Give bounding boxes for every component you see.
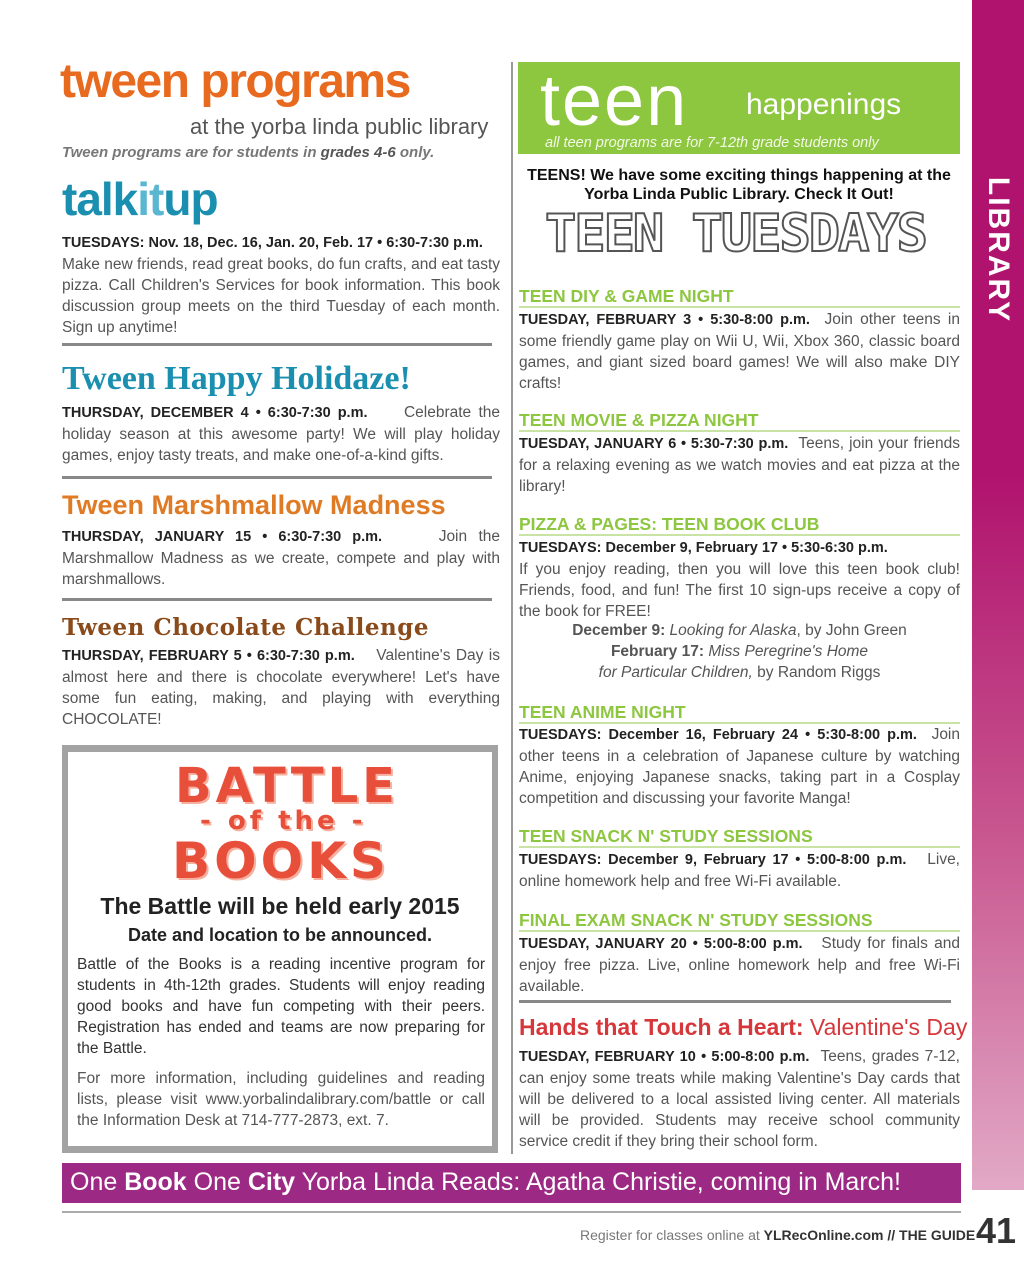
book-club-pick-2: February 17: Miss Peregrine's Home xyxy=(610,643,869,660)
battle-more-info: For more information, including guidelines and reading lists, please visit www.yorbalindalibrary.com/battle or call the Information Desk at 714-777-2873, ext. 7. xyxy=(77,1070,485,1129)
battle-logo-line2: - of the - xyxy=(200,806,367,836)
section-divider xyxy=(519,1000,951,1003)
book-club-pick-2-cont: for Particular Children, by Random Riggs xyxy=(598,664,881,681)
battle-logo-line1: BATTLE xyxy=(175,758,399,814)
event-title-diy: TEEN DIY & GAME NIGHT xyxy=(519,286,960,308)
teen-grade-note: all teen programs are for 7-12th grade students only xyxy=(545,135,879,151)
tween-programs-title: tween programs xyxy=(60,55,410,108)
chocolate-description: THURSDAY, FEBRUARY 5 • 6:30-7:30 p.m. Valentine's Day is almost here and there is chocolate everywhere! Let's have some fun eating, making, and playing with everything CHOCOLATE! xyxy=(62,647,500,728)
battle-headline: The Battle will be held early 2015 xyxy=(100,893,460,919)
footer-register-text: Register for classes online at YLRecOnline.com // THE GUIDE xyxy=(580,1227,976,1243)
event-body-snack: TUESDAYS: December 9, February 17 • 5:00-8:00 p.m. Live, online homework help and free Wi-Fi available. xyxy=(519,851,960,890)
holidaze-description: THURSDAY, DECEMBER 4 • 6:30-7:30 p.m. Celebrate the holiday season at this awesome party! We will play holiday games, enjoy tasty treats, and make one-of-a-kind gifts. xyxy=(62,404,500,464)
battle-description: Battle of the Books is a reading incentive program for students in 4th-12th grades. Students will enjoy reading good books and have fun competing with their peers. Registration has ended and teams are now preparing for the Battle. xyxy=(77,956,485,1057)
teen-tuesdays-logo: TEEN TUESDAYS xyxy=(545,204,926,264)
event-title-movie: TEEN MOVIE & PIZZA NIGHT xyxy=(519,410,960,432)
section-divider xyxy=(62,476,492,479)
event-title-final-exam: FINAL EXAM SNACK N' STUDY SESSIONS xyxy=(519,910,960,932)
marshmallow-description: THURSDAY, JANUARY 15 • 6:30-7:30 p.m. Join the Marshmallow Madness as we create, compete and play with marshmallows. xyxy=(62,528,500,588)
talkitup-description: TUESDAYS: Nov. 18, Dec. 16, Jan. 20, Feb. 17 • 6:30-7:30 p.m. Make new friends, read great books, do fun crafts, and eat tasty pizza. Call Children's Services for book information. This book discussion group meets on the third Tuesday of each month. Sign up anytime! xyxy=(62,235,500,336)
event-title-book-club: PIZZA & PAGES: TEEN BOOK CLUB xyxy=(519,514,960,536)
chocolate-title: Tween Chocolate Challenge xyxy=(62,614,429,641)
tween-grade-note: Tween programs are for students in grades 4-6 only. xyxy=(62,144,435,161)
section-divider xyxy=(62,598,492,601)
event-body-book-club: TUESDAYS: December 9, February 17 • 5:30-6:30 p.m. If you enjoy reading, then you will love this teen book club! Friends, food, and fun! The first 10 sign-ups receive a copy of the book for FREE! xyxy=(519,540,960,620)
event-title-valentine: Hands that Touch a Heart: Valentine's Day xyxy=(519,1014,968,1040)
battle-logo-line3: BOOKS xyxy=(172,832,390,890)
tween-programs-subtitle: at the yorba linda public library xyxy=(190,114,489,139)
page-number: 41 xyxy=(976,1210,1017,1251)
section-divider xyxy=(62,343,492,346)
event-title-anime: TEEN ANIME NIGHT xyxy=(519,702,960,724)
event-title-snack: TEEN SNACK N' STUDY SESSIONS xyxy=(519,826,960,848)
teens-intro: TEENS! We have some exciting things happening at the Yorba Linda Public Library. Check It Out! xyxy=(527,167,951,203)
event-body-movie: TUESDAY, JANUARY 6 • 5:30-7:30 p.m. Teens, join your friends for a relaxing evening as we watch movies and eat pizza at the library! xyxy=(519,435,960,495)
teen-title: teen xyxy=(540,61,689,141)
battle-subhead: Date and location to be announced. xyxy=(127,925,433,945)
event-body-anime: TUESDAYS: December 16, February 24 • 5:30-8:00 p.m. Join other teens in a celebration of Japanese culture by watching Anime, enjoying Japanese snacks, taking part in a Cosplay competition and discussing your favorite Manga! xyxy=(519,726,960,807)
event-body-valentine: TUESDAY, FEBRUARY 10 • 5:00-8:00 p.m. Teens, grades 7-12, can enjoy some treats while making Valentine's Day cards that will be delivered to a local assisted living center. All materials will be provided. Students may receive school community service credit if they bring their school form. xyxy=(519,1048,960,1150)
event-body-diy: TUESDAY, FEBRUARY 3 • 5:30-8:00 p.m. Join other teens in some friendly game play on Wii U, Wii, Xbox 360, classic board games, and giant sized board games! We will also make DIY crafts! xyxy=(519,311,960,392)
book-club-pick-1: December 9: Looking for Alaska, by John Green xyxy=(572,622,907,639)
footer-rule xyxy=(62,1211,961,1213)
marshmallow-title: Tween Marshmallow Madness xyxy=(62,490,446,520)
happenings-title: happenings xyxy=(746,88,902,121)
one-book-one-city-text: One Book One City Yorba Linda Reads: Agatha Christie, coming in March! xyxy=(70,1168,902,1196)
talkitup-title: talkitup xyxy=(62,173,218,225)
library-side-label: LIBRARY xyxy=(982,176,1015,324)
column-separator xyxy=(511,62,513,1154)
holidaze-title: Tween Happy Holidaze! xyxy=(62,360,411,397)
event-body-final-exam: TUESDAY, JANUARY 20 • 5:00-8:00 p.m. Study for finals and enjoy free pizza. Live, online homework help and free Wi-Fi available. xyxy=(519,935,960,995)
